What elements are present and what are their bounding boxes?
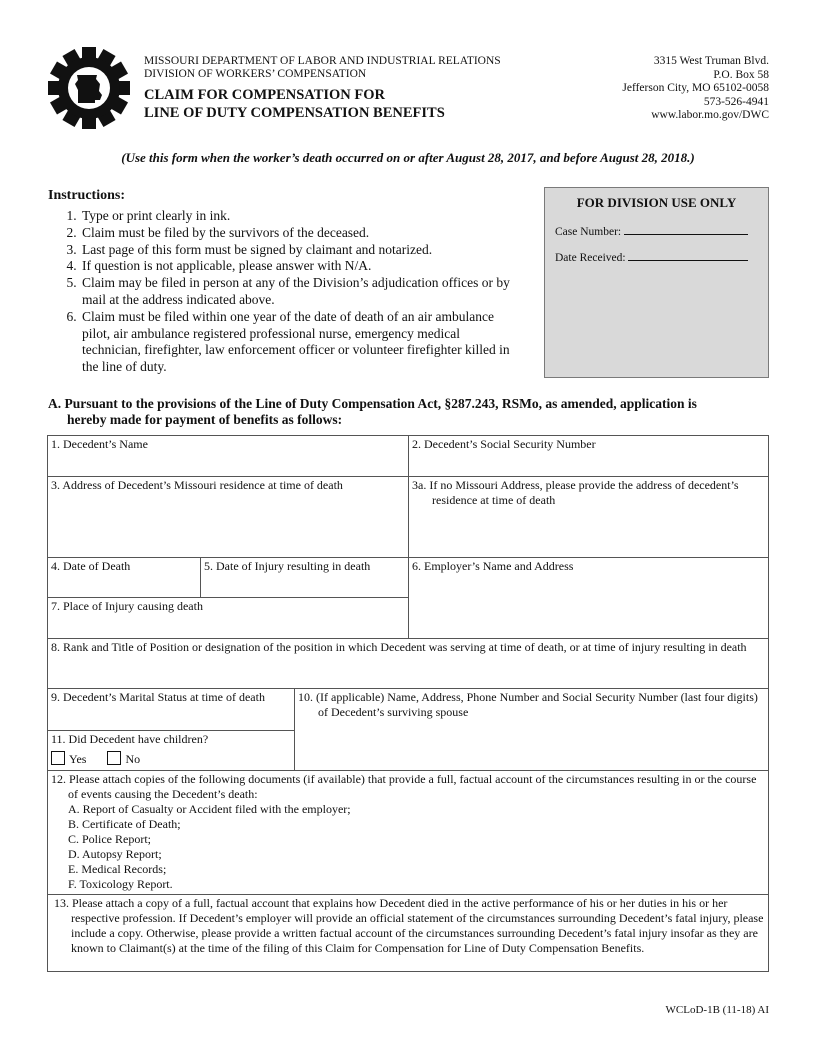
field-label: 9. Decedent’s Marital Status at time of death [51, 690, 265, 704]
children-yes-option[interactable] [51, 752, 86, 766]
rank-title-position-field[interactable] [48, 639, 768, 688]
field-label: 2. Decedent’s Social Security Number [412, 437, 596, 451]
children-no-option[interactable] [107, 752, 140, 766]
document-item: E. Medical Records; [68, 862, 167, 876]
address-line: 573-526-4941 [703, 95, 769, 108]
field-label: 7. Place of Injury causing death [51, 599, 203, 613]
place-of-injury-field[interactable] [48, 598, 408, 638]
decedent-missouri-address-field[interactable] [48, 477, 408, 557]
document-item: B. Certificate of Death; [68, 817, 181, 831]
address-website-link[interactable]: www.labor.mo.gov/DWC [651, 109, 769, 121]
agency-name: MISSOURI DEPARTMENT OF LABOR AND INDUSTRIAL RELATIONS [144, 55, 501, 67]
field-label: 8. Rank and Title of Position or designation of the position in which Decedent was serving at time of death, or at time of injury resulting in death [51, 640, 747, 654]
field-label: 4. Date of Death [51, 559, 131, 573]
yes-label: Yes [69, 752, 87, 766]
division-use-heading: FOR DIVISION USE ONLY [576, 195, 737, 210]
field-label: 12. Please attach copies of the following documents (if available) that provide a full, factual account of the circumstances resulting in or the course of events causing the Decedent’s death: [51, 772, 757, 801]
date-received-label: Date Received: [555, 252, 626, 264]
date-of-death-field[interactable] [48, 558, 200, 597]
instruction-item: 3. Last page of this form must be signed by claimant and notarized. [80, 242, 520, 259]
factual-account-section [48, 895, 768, 971]
date-of-injury-field[interactable] [201, 558, 408, 597]
usage-note: (Use this form when the worker’s death occurred on or after August 28, 2017, and before August 28, 2018.) [121, 150, 695, 165]
form-title-line1: CLAIM FOR COMPENSATION FOR [144, 87, 385, 103]
instructions-heading: Instructions: [48, 188, 126, 203]
address-line: 3315 West Truman Blvd. [653, 55, 769, 67]
field-label: 5. Date of Injury resulting in death [204, 559, 371, 573]
checkbox-icon[interactable] [51, 751, 65, 765]
decedent-name-field[interactable] [48, 436, 408, 476]
instruction-item: 5. Claim may be filed in person at any of the Division’s adjudication offices or by mail at the address indicated above. [80, 275, 520, 309]
field-label: 13. Please attach a copy of a full, factual account that explains how Decedent died in the active performance of his or her duties in his or her respective profession. If Decedent’s employer will provide an official statement of the circumstances surrounding Decedent’s fatal injury, please include a copy. Otherwise, please provide a written factual account of the circumstances surrounding Decedent’s fatal injury insofar as they are known to Claimant(s) at the time of the filing of this Claim for Compensation for Line of Duty Compensation Benefits. [54, 896, 764, 955]
instruction-item: 2. Claim must be filed by the survivors of the deceased. [80, 225, 520, 242]
document-item: D. Autopsy Report; [68, 847, 162, 861]
decedent-ssn-field[interactable] [409, 436, 768, 476]
form-title-line2: LINE OF DUTY COMPENSATION BENEFITS [144, 105, 445, 121]
decedent-other-address-field[interactable] [409, 477, 768, 557]
field-label: 3a. If no Missouri Address, please provide the address of decedent’s residence at time of death [412, 478, 739, 507]
instruction-item: 1. Type or print clearly in ink. [80, 208, 520, 225]
field-label: 1. Decedent’s Name [51, 437, 148, 451]
instruction-item: 4. If question is not applicable, please answer with N/A. [80, 258, 520, 275]
field-label: 10. (If applicable) Name, Address, Phone Number and Social Security Number (last four digits) of Decedent’s surviving spouse [298, 690, 758, 719]
checkbox-icon[interactable] [107, 751, 121, 765]
form-number: WCLoD-1B (11-18) AI [665, 1004, 769, 1016]
surviving-spouse-field[interactable] [295, 689, 768, 770]
division-name: DIVISION OF WORKERS’ COMPENSATION [144, 68, 367, 80]
field-label: 3. Address of Decedent’s Missouri residence at time of death [51, 478, 343, 492]
children-question [48, 731, 294, 770]
document-item: A. Report of Casualty or Accident filed with the employer; [68, 802, 351, 816]
document-item: C. Police Report; [68, 832, 151, 846]
marital-status-field[interactable] [48, 689, 294, 730]
address-line: P.O. Box 58 [713, 68, 769, 81]
field-label: 11. Did Decedent have children? [51, 732, 209, 746]
case-number-label: Case Number: [555, 226, 622, 238]
section-a-line1: A. Pursuant to the provisions of the Line of Duty Compensation Act, §287.243, RSMo, as amended, application is [48, 396, 697, 411]
section-a-line2: hereby made for payment of benefits as follows: [67, 412, 343, 427]
documents-attachment-section [48, 771, 768, 894]
document-item: F. Toxicology Report. [68, 877, 173, 891]
employer-name-address-field[interactable] [409, 558, 768, 638]
instruction-item: 6. Claim must be filed within one year of the date of death of an air ambulance pilot, air ambulance registered professional nurse, emergency medical technician, firefighter, law enforcement officer or volunteer firefighter killed in the line of duty. [80, 309, 520, 376]
no-label: No [125, 752, 141, 766]
address-line: Jefferson City, MO 65102-0058 [622, 82, 769, 94]
field-label: 6. Employer’s Name and Address [412, 559, 574, 573]
